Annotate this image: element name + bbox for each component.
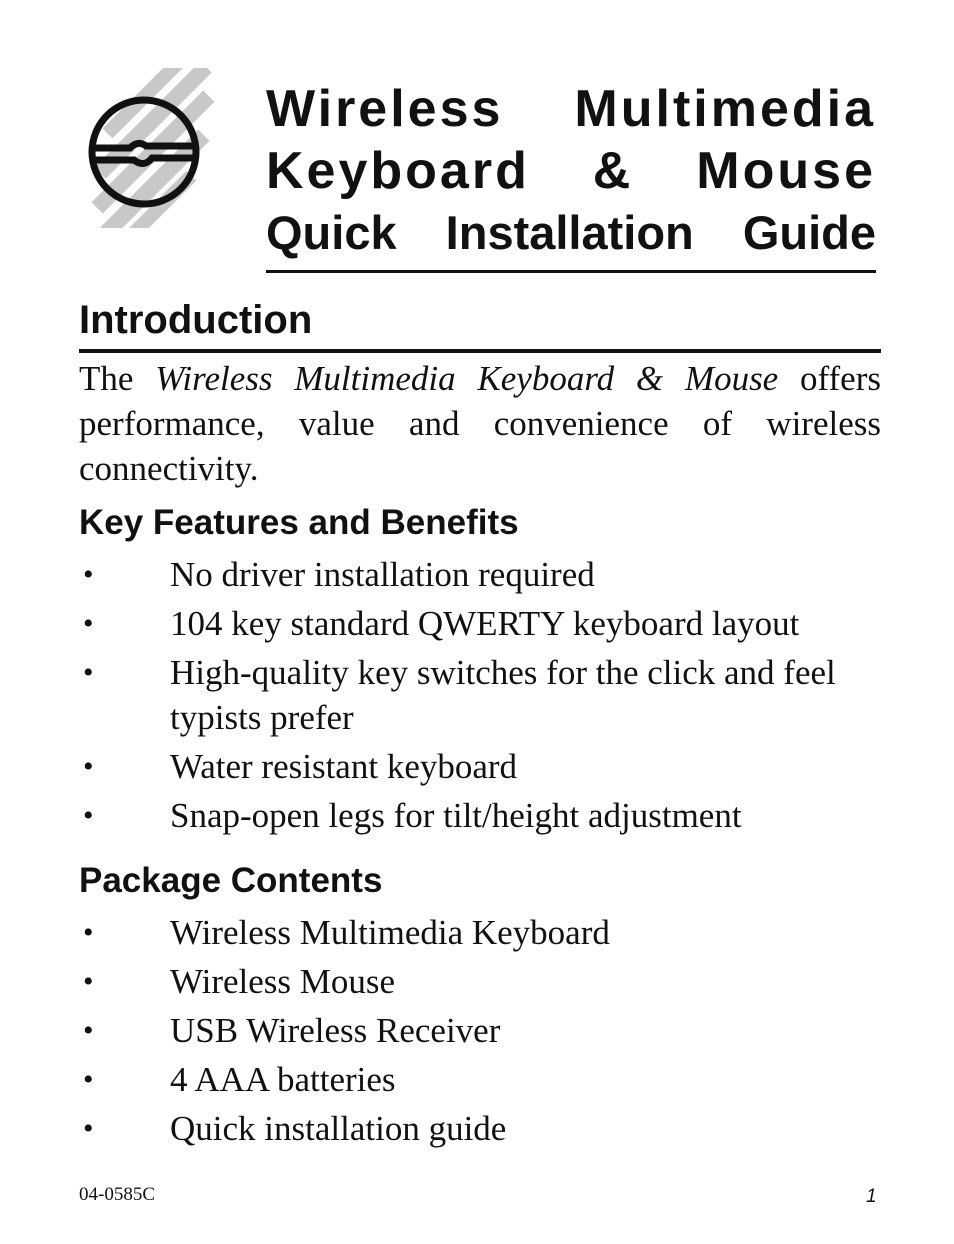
list-item — [79, 910, 881, 955]
features-heading: Key Features and Benefits — [79, 503, 519, 542]
intro-product-name: Wireless Multimedia Keyboard & Mouse — [155, 359, 779, 398]
introduction-paragraph — [79, 356, 881, 491]
list-item — [79, 793, 881, 838]
package-heading: Package Contents — [79, 861, 383, 900]
list-item — [79, 959, 881, 1004]
package-list — [79, 910, 881, 1155]
features-list — [79, 552, 881, 842]
list-item — [79, 1008, 881, 1053]
list-item-text: No driver installation required — [170, 555, 595, 594]
list-item — [79, 1057, 881, 1102]
title-line-1: Wireless Multimedia — [266, 80, 876, 138]
introduction-divider — [79, 349, 881, 353]
list-item-text: USB Wireless Receiver — [170, 1011, 501, 1050]
list-item-text: 4 AAA batteries — [170, 1060, 396, 1099]
bullet-icon: • — [83, 558, 94, 591]
bullet-icon: • — [83, 656, 94, 689]
list-item-text: High-quality key switches for the click and feel typists prefer — [170, 653, 836, 737]
bullet-icon: • — [83, 1014, 94, 1047]
bullet-icon: • — [83, 799, 94, 832]
list-item-text: Quick installation guide — [170, 1109, 507, 1148]
list-item — [79, 601, 881, 646]
list-item-text: 104 key standard QWERTY keyboard layout — [170, 604, 800, 643]
title-line-3: Quick Installation Guide — [266, 206, 876, 259]
page-number: 1 — [866, 1186, 877, 1207]
list-item-text: Wireless Multimedia Keyboard — [170, 913, 610, 952]
list-item — [79, 1106, 881, 1151]
title-line-2: Keyboard & Mouse — [266, 142, 876, 200]
list-item — [79, 650, 881, 740]
bullet-icon: • — [83, 965, 94, 998]
bullet-icon: • — [83, 916, 94, 949]
document-code: 04-0585C — [79, 1184, 155, 1205]
document-title — [266, 78, 876, 273]
list-item — [79, 552, 881, 597]
intro-text-before: The — [79, 359, 156, 398]
introduction-heading: Introduction — [79, 298, 313, 342]
bullet-icon: • — [83, 1063, 94, 1096]
list-item — [79, 744, 881, 789]
list-item-text: Wireless Mouse — [170, 962, 396, 1001]
brand-logo-icon — [72, 68, 232, 228]
list-item-text: Water resistant keyboard — [170, 747, 518, 786]
bullet-icon: • — [83, 607, 94, 640]
bullet-icon: • — [83, 750, 94, 783]
bullet-icon: • — [83, 1112, 94, 1145]
intro-text-after: offers performance, value and convenience of wireless connectivity. — [79, 359, 881, 488]
list-item-text: Snap-open legs for tilt/height adjustment — [170, 796, 742, 835]
